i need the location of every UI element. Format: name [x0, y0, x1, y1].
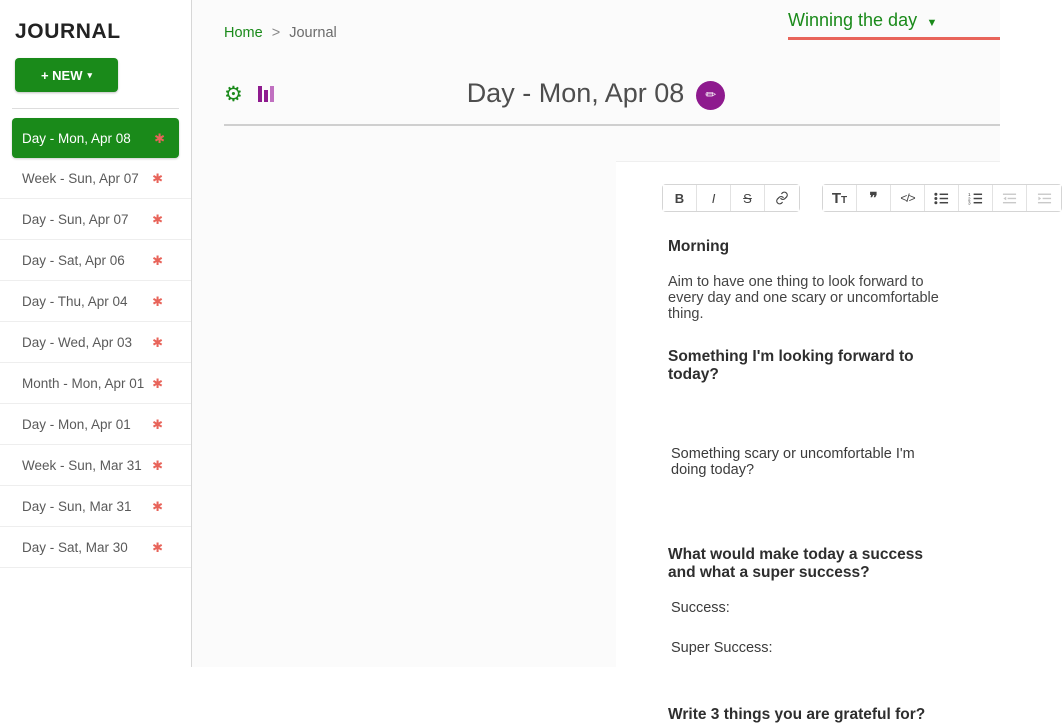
- svg-text:3: 3: [968, 200, 971, 206]
- question-grateful: Write 3 things you are grateful for?: [668, 706, 926, 723]
- star-icon[interactable]: ✱: [152, 539, 163, 555]
- breadcrumb-home-link[interactable]: Home: [224, 25, 263, 41]
- outdent-button[interactable]: [993, 185, 1027, 211]
- star-icon[interactable]: ✱: [152, 252, 163, 268]
- breadcrumb-separator: >: [271, 25, 281, 41]
- svg-text:1: 1: [968, 191, 971, 197]
- svg-text:2: 2: [968, 195, 971, 201]
- entry-label: Day - Sun, Apr 07: [22, 211, 129, 227]
- new-entry-button[interactable]: [15, 58, 118, 92]
- toolbar-group-block: [822, 184, 1062, 212]
- star-icon[interactable]: ✱: [152, 211, 163, 227]
- answer-space-looking-forward[interactable]: [668, 402, 954, 446]
- sidebar-item-day-sat-apr-06[interactable]: [0, 240, 191, 281]
- answer-space-success[interactable]: [668, 680, 954, 706]
- sidebar-item-day-sun-apr-07[interactable]: [0, 199, 191, 240]
- sidebar-item-day-sun-mar-31[interactable]: [0, 486, 191, 527]
- entry-label: Day - Mon, Apr 08: [22, 130, 131, 146]
- sidebar-item-day-sat-mar-30[interactable]: [0, 527, 191, 568]
- gear-icon[interactable]: ⚙: [224, 82, 243, 106]
- sidebar-item-week-sun-mar-31[interactable]: [0, 445, 191, 486]
- star-icon[interactable]: ✱: [152, 334, 163, 350]
- entry-label: Week - Sun, Mar 31: [22, 457, 142, 473]
- numbered-list-icon: [968, 192, 983, 205]
- heading-button[interactable]: [823, 185, 857, 211]
- numbered-list-button[interactable]: [959, 185, 993, 211]
- link-button[interactable]: [765, 185, 799, 211]
- answer-space-scary[interactable]: [668, 502, 954, 546]
- entry-label: Week - Sun, Apr 07: [22, 170, 139, 186]
- toolbar-group-inline: [662, 184, 800, 212]
- sidebar-item-month-mon-apr-01[interactable]: [0, 363, 191, 404]
- label-success: Success:: [671, 600, 730, 616]
- question-success: What would make today a success and what a super success?: [668, 546, 923, 581]
- new-entry-label: + NEW: [40, 67, 83, 83]
- blockquote-button[interactable]: [857, 185, 891, 211]
- entry-label: Day - Sat, Apr 06: [22, 252, 125, 268]
- entry-label: Day - Sat, Mar 30: [22, 539, 128, 555]
- entry-label: Day - Sun, Mar 31: [22, 498, 132, 514]
- user-menu[interactable]: [788, 10, 1000, 40]
- sidebar-divider: [12, 108, 179, 109]
- star-icon[interactable]: ✱: [152, 293, 163, 309]
- star-icon[interactable]: ✱: [154, 130, 165, 146]
- document-header: [224, 64, 1000, 126]
- indent-icon: [1037, 192, 1052, 205]
- editor-card: [616, 161, 1000, 723]
- star-icon[interactable]: ✱: [152, 498, 163, 514]
- outdent-icon: [1002, 192, 1017, 205]
- page-title-text: Day - Mon, Apr 08: [466, 78, 685, 109]
- sidebar: [0, 0, 192, 667]
- paragraph-aim: Aim to have one thing to look forward to every day and one scary or uncomfortable thing.: [668, 274, 939, 322]
- code-icon: </>: [900, 191, 915, 205]
- question-looking-forward: Something I'm looking forward to today?: [668, 348, 914, 383]
- bold-icon: B: [674, 190, 685, 206]
- bullet-list-icon: [934, 192, 949, 205]
- sidebar-item-day-wed-apr-03[interactable]: [0, 322, 191, 363]
- chevron-down-icon: ▾: [87, 69, 93, 80]
- code-button[interactable]: [891, 185, 925, 211]
- bullet-list-button[interactable]: [925, 185, 959, 211]
- document-body[interactable]: [616, 212, 1000, 724]
- italic-button[interactable]: [697, 185, 731, 211]
- sidebar-item-day-mon-apr-01[interactable]: [0, 404, 191, 445]
- bold-button[interactable]: [663, 185, 697, 211]
- strikethrough-icon: S: [743, 190, 752, 206]
- strikethrough-button[interactable]: [731, 185, 765, 211]
- italic-icon: I: [711, 190, 716, 206]
- entry-label: Day - Mon, Apr 01: [22, 416, 131, 432]
- section-heading-morning: Morning: [668, 238, 730, 255]
- star-icon[interactable]: ✱: [152, 416, 163, 432]
- editor-toolbar: [616, 184, 1000, 212]
- entry-list: [0, 118, 191, 568]
- sidebar-item-day-thu-apr-04[interactable]: [0, 281, 191, 322]
- top-bar: [192, 0, 1000, 56]
- breadcrumb: [224, 25, 337, 41]
- quote-icon: ❞: [869, 190, 878, 207]
- star-icon[interactable]: ✱: [152, 457, 163, 473]
- entry-label: Day - Wed, Apr 03: [22, 334, 133, 350]
- sidebar-item-week-sun-apr-07[interactable]: [0, 158, 191, 199]
- heading-icon: TT: [831, 189, 848, 207]
- question-scary: Something scary or uncomfortable I'm doing today?: [671, 446, 915, 478]
- indent-button[interactable]: [1027, 185, 1061, 211]
- label-super-success: Super Success:: [671, 640, 773, 656]
- edit-pencil-icon[interactable]: ✏: [696, 81, 725, 110]
- user-menu-label: Winning the day: [788, 10, 918, 30]
- entry-label: Day - Thu, Apr 04: [22, 293, 128, 309]
- star-icon[interactable]: ✱: [152, 375, 163, 391]
- sidebar-item-day-mon-apr-08[interactable]: [12, 118, 179, 158]
- link-icon: [775, 191, 789, 205]
- sidebar-title: JOURNAL: [15, 20, 121, 43]
- breadcrumb-current: Journal: [289, 25, 337, 41]
- chevron-down-icon: ▼: [926, 17, 938, 29]
- entry-label: Month - Mon, Apr 01: [22, 375, 145, 391]
- page-title: [192, 78, 1000, 109]
- star-icon[interactable]: ✱: [152, 170, 163, 186]
- main-panel: [192, 0, 1000, 723]
